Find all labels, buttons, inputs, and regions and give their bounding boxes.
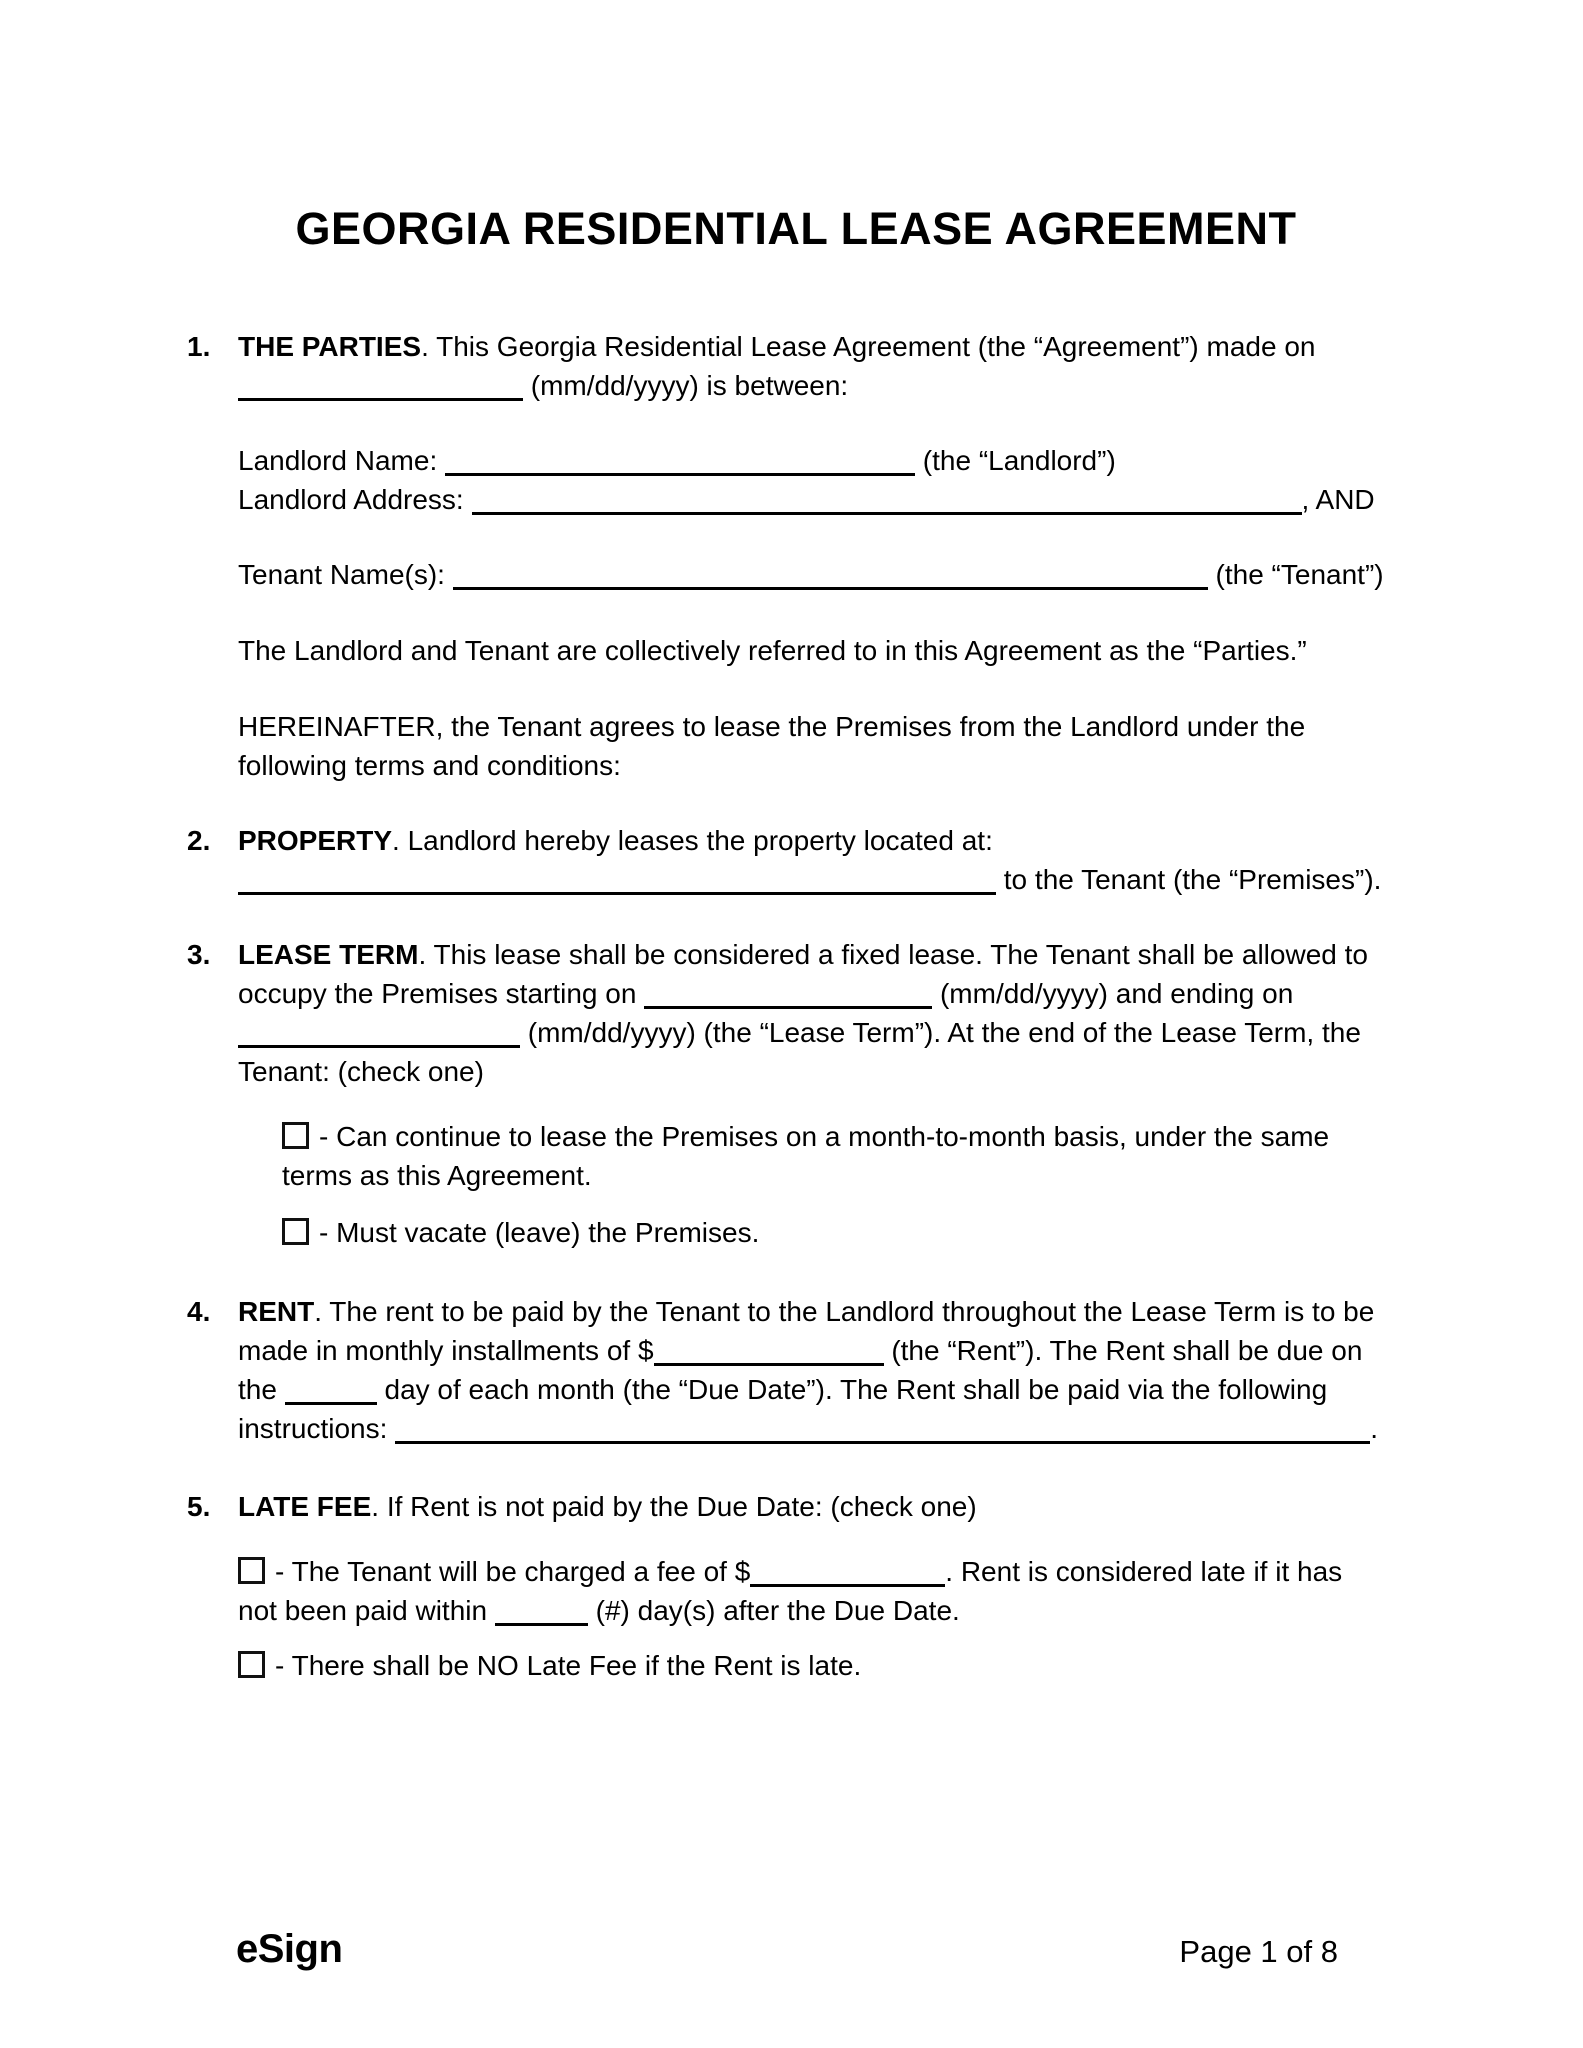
blank-late-fee-days[interactable] xyxy=(495,1599,588,1626)
section-parties-heading: THE PARTIES xyxy=(238,331,422,362)
landlord-address-label: Landlord Address: xyxy=(238,484,464,515)
checkbox-month-to-month[interactable] xyxy=(282,1122,309,1149)
landlord-address-suffix: , AND xyxy=(1301,484,1375,515)
section-late-fee xyxy=(187,1487,1405,1685)
page-number: Page 1 of 8 xyxy=(1179,1934,1338,1969)
section-rent xyxy=(187,1292,1405,1448)
blank-rent-due-day[interactable] xyxy=(285,1378,377,1405)
option-late-fee-line2-prefix: not been paid within xyxy=(238,1595,488,1626)
checkbox-must-vacate[interactable] xyxy=(282,1218,309,1245)
collective-text: The Landlord and Tenant are collectively referred to in this Agreement as the “Parties.” xyxy=(238,635,1307,666)
lease-term-option-vacate xyxy=(282,1213,1405,1252)
tenant-block xyxy=(238,555,1405,594)
document-body xyxy=(187,203,1405,1685)
rent-line3-prefix: the xyxy=(238,1374,277,1405)
parties-date-suffix: (mm/dd/yyyy) is between: xyxy=(530,370,849,401)
hereinafter-paragraph xyxy=(238,707,1405,785)
blank-late-fee-amount[interactable] xyxy=(750,1560,945,1587)
option-vacate-text: - Must vacate (leave) the Premises. xyxy=(319,1217,760,1248)
option-late-fee-line1-suffix: . Rent is considered late if it has xyxy=(945,1556,1343,1587)
late-fee-option-none xyxy=(238,1646,1405,1685)
page-footer xyxy=(236,1927,1338,1971)
section-property-number: 2. xyxy=(187,825,211,856)
parties-intro-text: . This Georgia Residential Lease Agreement (the “Agreement”) made on xyxy=(421,331,1316,362)
section-lease-term xyxy=(187,935,1405,1252)
landlord-name-suffix: (the “Landlord”) xyxy=(922,445,1116,476)
document-title: GEORGIA RESIDENTIAL LEASE AGREEMENT xyxy=(295,203,1297,254)
section-parties-number: 1. xyxy=(187,331,211,362)
blank-rent-amount[interactable] xyxy=(654,1339,884,1366)
lease-term-line1-text: . This lease shall be considered a fixed lease. The Tenant shall be allowed to xyxy=(418,939,1368,970)
late-fee-line1-text: . If Rent is not paid by the Due Date: (check one) xyxy=(371,1491,977,1522)
section-parties xyxy=(187,327,1405,405)
collective-paragraph xyxy=(238,631,1405,670)
rent-line2-suffix: (the “Rent”). The Rent shall be due on xyxy=(891,1335,1363,1366)
blank-landlord-name[interactable] xyxy=(445,449,915,476)
late-fee-option-charged xyxy=(238,1552,1405,1630)
option-month-to-month-line1: - Can continue to lease the Premises on a month-to-month basis, under the same xyxy=(319,1121,1330,1152)
blank-agreement-date[interactable] xyxy=(238,374,523,401)
section-property-heading: PROPERTY xyxy=(238,825,393,856)
section-lease-term-number: 3. xyxy=(187,939,211,970)
blank-lease-start-date[interactable] xyxy=(644,982,932,1009)
rent-line3-suffix: day of each month (the “Due Date”). The Rent shall be paid via the following xyxy=(384,1374,1328,1405)
blank-payment-instructions[interactable] xyxy=(395,1417,1370,1444)
section-late-fee-number: 5. xyxy=(187,1491,211,1522)
tenant-name-suffix: (the “Tenant”) xyxy=(1215,559,1384,590)
section-property xyxy=(187,821,1405,899)
property-intro-text: . Landlord hereby leases the property located at: xyxy=(392,825,993,856)
section-rent-heading: RENT xyxy=(238,1296,315,1327)
esign-logo: eSign xyxy=(236,1927,343,1971)
section-late-fee-heading: LATE FEE xyxy=(238,1491,372,1522)
hereinafter-line2: following terms and conditions: xyxy=(238,750,621,781)
checkbox-no-late-fee[interactable] xyxy=(238,1651,265,1678)
option-late-fee-line2-suffix: (#) day(s) after the Due Date. xyxy=(595,1595,960,1626)
rent-line4-suffix: . xyxy=(1370,1413,1378,1444)
blank-tenant-names[interactable] xyxy=(453,563,1208,590)
lease-term-line2-suffix: (mm/dd/yyyy) and ending on xyxy=(939,978,1294,1009)
option-no-late-fee-text: - There shall be NO Late Fee if the Rent is late. xyxy=(275,1650,862,1681)
tenant-name-label: Tenant Name(s): xyxy=(238,559,445,590)
landlord-name-label: Landlord Name: xyxy=(238,445,438,476)
rent-line1-text: . The rent to be paid by the Tenant to the Landlord throughout the Lease Term is to be xyxy=(314,1296,1375,1327)
checkbox-late-fee-charged[interactable] xyxy=(238,1557,265,1584)
rent-line4-prefix: instructions: xyxy=(238,1413,388,1444)
lease-term-line2-prefix: occupy the Premises starting on xyxy=(238,978,637,1009)
section-rent-number: 4. xyxy=(187,1296,211,1327)
lease-term-option-month-to-month xyxy=(282,1117,1405,1195)
lease-term-line3-suffix: (mm/dd/yyyy) (the “Lease Term”). At the end of the Lease Term, the xyxy=(527,1017,1361,1048)
blank-landlord-address[interactable] xyxy=(472,488,1302,515)
lease-term-line4: Tenant: (check one) xyxy=(238,1056,484,1087)
landlord-block xyxy=(238,441,1405,519)
hereinafter-line1: HEREINAFTER, the Tenant agrees to lease the Premises from the Landlord under the xyxy=(238,711,1306,742)
property-address-suffix: to the Tenant (the “Premises”). xyxy=(1003,864,1382,895)
blank-property-address[interactable] xyxy=(238,868,996,895)
section-lease-term-heading: LEASE TERM xyxy=(238,939,419,970)
option-late-fee-line1-prefix: - The Tenant will be charged a fee of $ xyxy=(275,1556,751,1587)
option-month-to-month-line2: terms as this Agreement. xyxy=(282,1160,592,1191)
rent-line2-prefix: made in monthly installments of $ xyxy=(238,1335,654,1366)
blank-lease-end-date[interactable] xyxy=(238,1021,520,1048)
